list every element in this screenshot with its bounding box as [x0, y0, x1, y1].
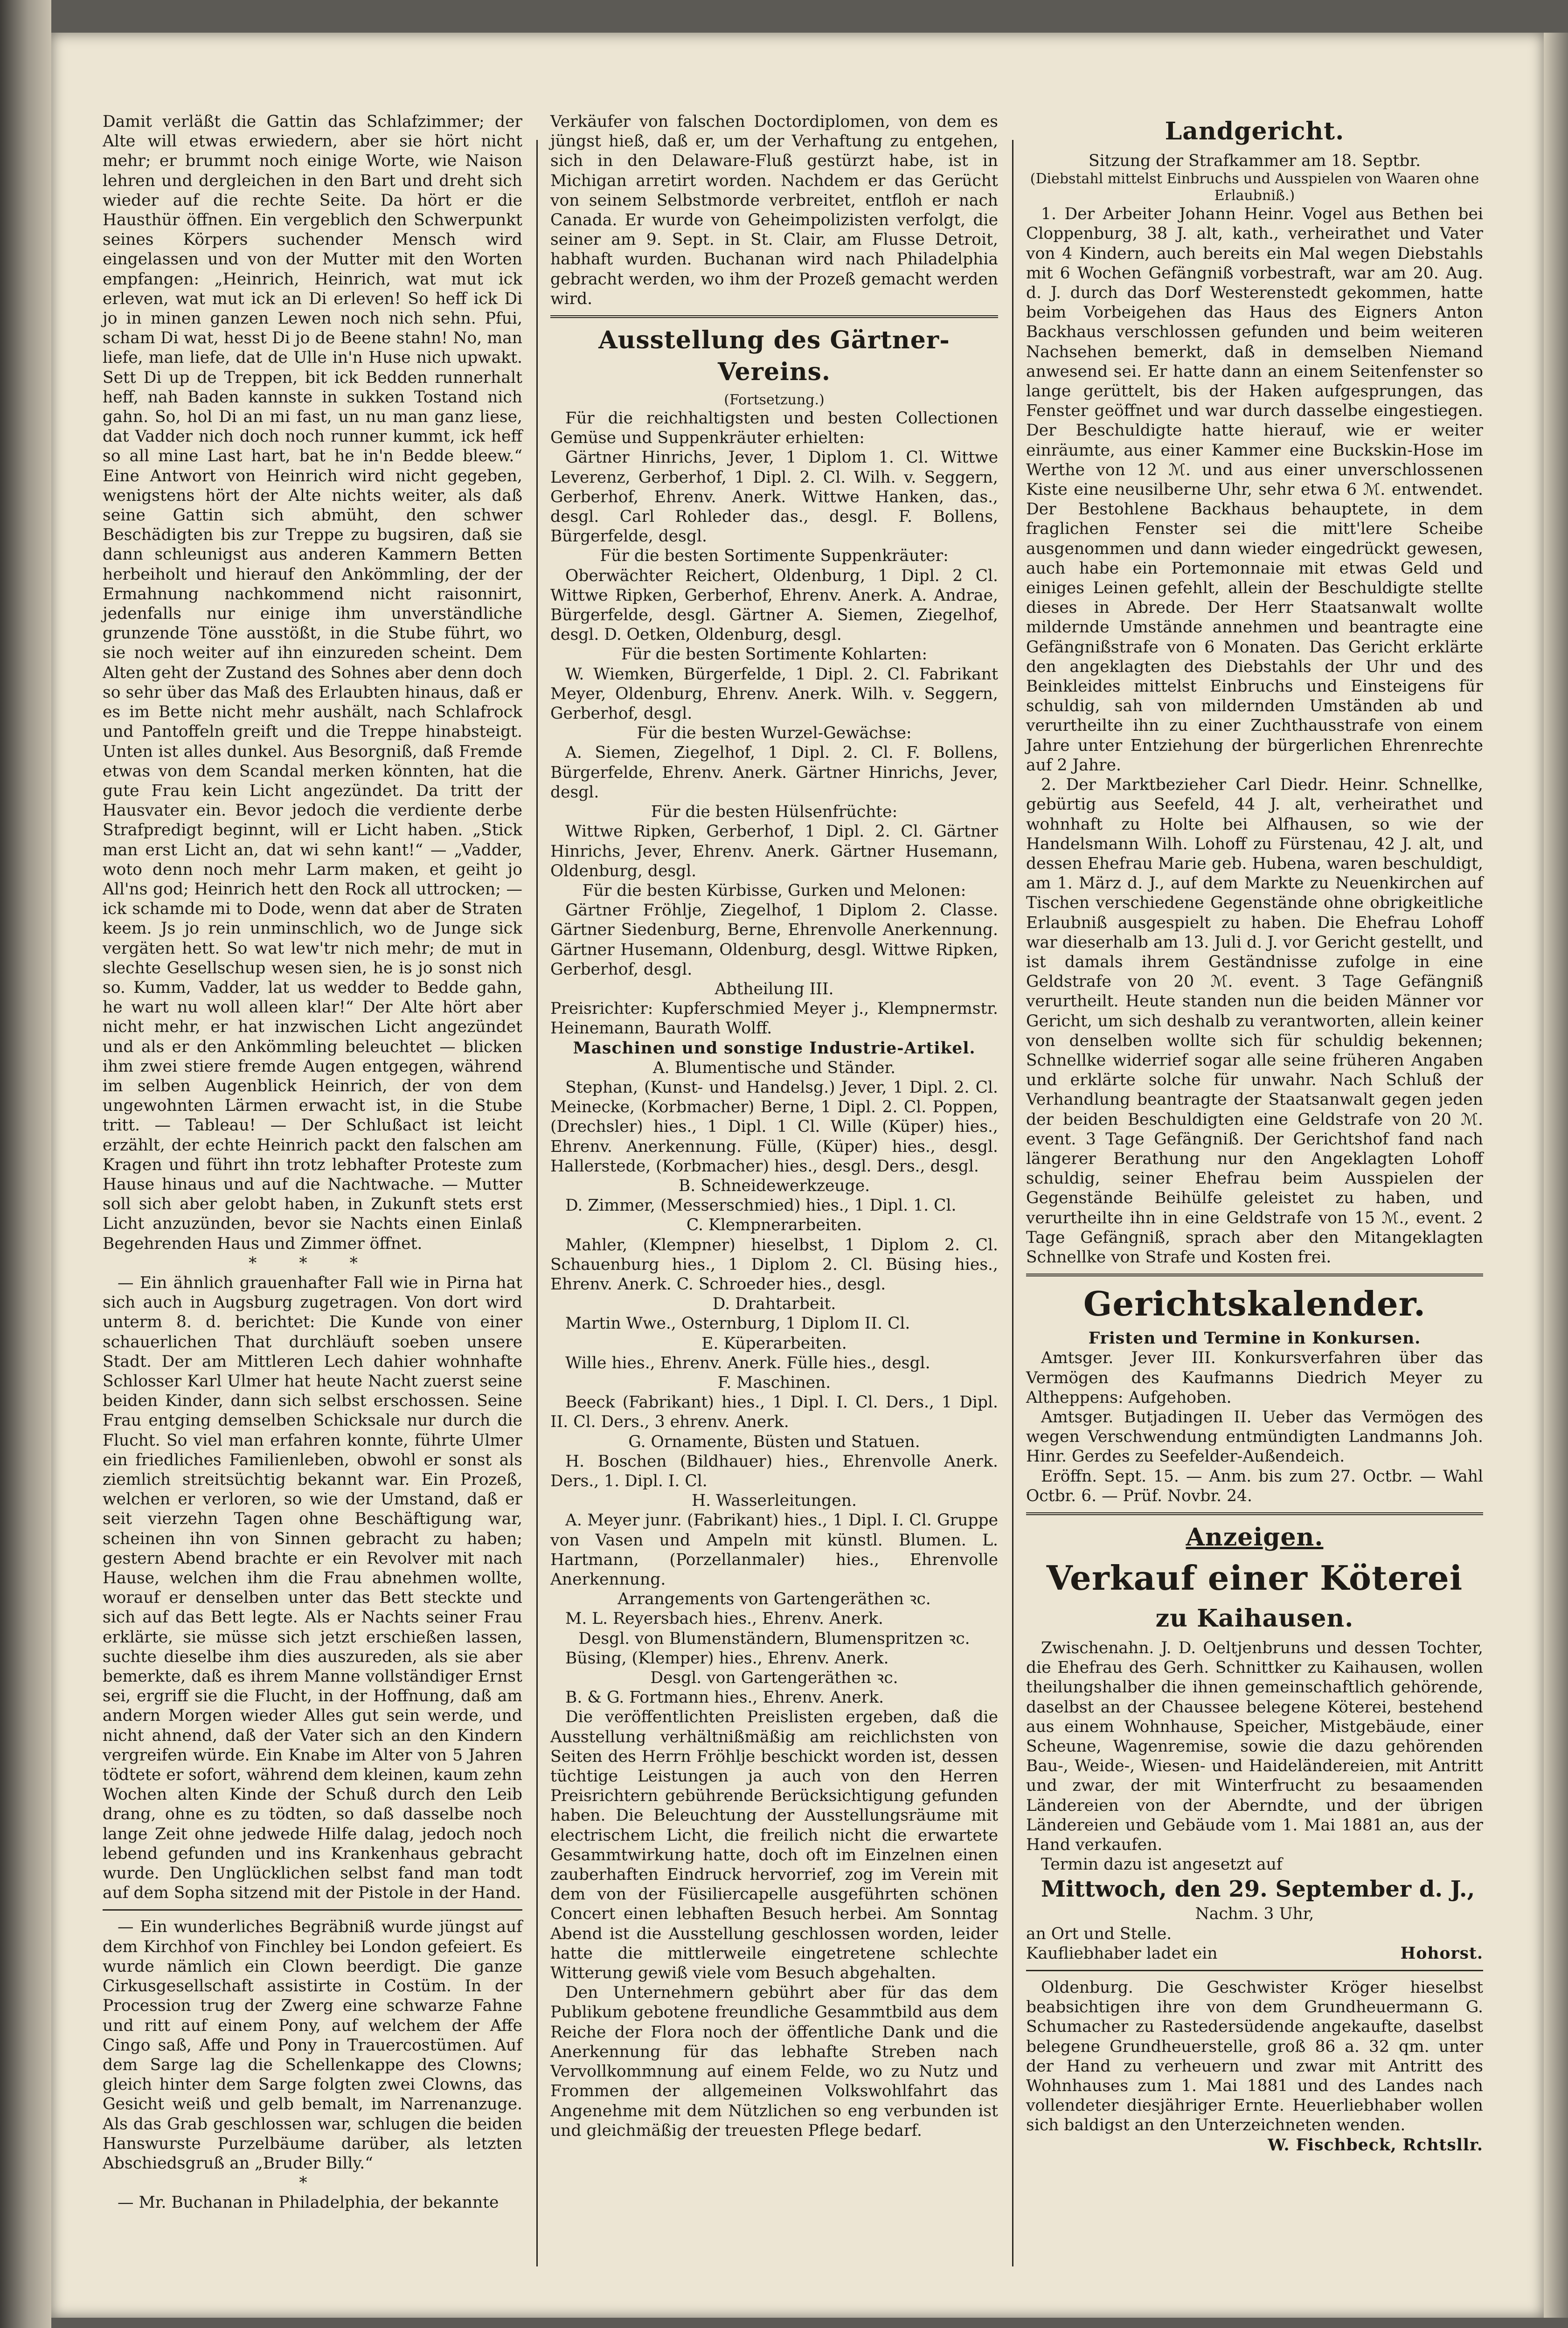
subsection: D. Drahtarbeit.	[712, 1295, 836, 1314]
award-category: Für die besten Sortimente Kohlarten:	[621, 645, 928, 664]
section-heading-ausstellung: Ausstellung des Gärtner-Vereins.	[598, 326, 950, 387]
divider	[1026, 1274, 1483, 1276]
court-session-sub: (Diebstahl mittelst Einbruchs und Ausspielen von Waaren ohne Erlaubniß.)	[1030, 171, 1479, 204]
award-line: Wittwe Ripken, Gerberhof, 1 Dipl. 2. Cl. Gärtner Hinrichs, Jever, Ehrenv. Anerk. Gärtner Husemann, Oldenburg, desgl.	[550, 822, 998, 880]
ad-text: Oldenburg. Die Geschwister Kröger hieselbst beabsichtigen ihre von dem Grundheuermann G. Schumacher zu Rastedersüdende angekaufte, daselbst belegene Grundheuerstelle, groß 86 a. 32 qm. unter der Hand zu verheuern und zwar mit Antritt des Wohnhauses zum 1. Mai 1881 und des Landes nach vollendeter diesjähriger Ernte. Heuerliebhaber wollen sich baldigst an den Unterzeichneten wenden.	[1026, 1978, 1483, 2135]
subsection: C. Klempnerarbeiten.	[686, 1216, 862, 1235]
award-line: Gärtner Fröhlje, Ziegelhof, 1 Diplom 2. Classe. Gärtner Siedenburg, Berne, Ehrenvolle Anerkennung. Gärtner Husemann, Oldenburg, desgl. Wittwe Ripken, Gerberhof, desgl.	[550, 901, 998, 979]
award-line: Stephan, (Kunst- und Handelsg.) Jever, 1 Dipl. 2. Cl. Meinecke, (Korbmacher) Berne, 1 Dipl. 2. Cl. Poppen, (Drechsler) hies., 1 Dipl. 1 Cl. Wille (Küper) hies., Ehrenv. Anerkennung. Fülle, (Küper) hies., desgl. Hallerstede, (Korbmacher) hies., desgl. Ders., desgl.	[550, 1078, 998, 1176]
divider	[1026, 1512, 1483, 1515]
award-line: M. L. Reyersbach hies., Ehrenv. Anerk.	[565, 1609, 883, 1628]
closing-paragraph: Den Unternehmern gebührt aber für das dem Publikum gebotene freundliche Gesammtbild aus dem Reiche der Flora noch der öffentliche Dank und die Anerkennung für das lebhafte Streben nach Vervollkommnung auf einem Felde, wo zu Nutz und Frommen der allgemeinen Volkswohlfahrt das Angenehme mit dem Nützlichen so eng verbunden ist und gleichmäßig der treuesten Pflege bedarf.	[550, 1983, 998, 2140]
jury-line: Preisrichter: Kupferschmied Meyer j., Klempnermstr. Heinemann, Baurath Wolff.	[550, 999, 998, 1038]
court-case-2: 2. Der Marktbezieher Carl Diedr. Heinr. Schnellke, gebürtig aus Seefeld, 44 J. alt, verheirathet und wohnhaft zu Holte bei Alfhausen, so wie der Handelsmann Wilh. Lohoff zu Fürstenau, 42 J. alt, und dessen Ehefrau Marie geb. Hubena, waren beschuldigt, am 1. März d. J., auf dem Markte zu Neuenkirchen auf Tischen verschiedene Gegenstände ohne obrigkeitliche Erlaubniß ausgespielt zu haben. Die Ehefrau Lohoff war dieserhalb am 13. Juli d. J. vor Gericht gestellt, und ist damals ihrem Geständnisse zufolge in eine Geldstrafe von 20 ℳ. event. 3 Tage Gefängniß verurtheilt. Heute standen nun die beiden Männer vor Gericht, um sich deshalb zu verantworten, allein keiner von denselben wollte sich für schuldig bekennen; Schnellke widerrief sogar alle seine früheren Angaben und erklärte solche für unwahr. Nach Schluß der Verhandlung beantragte der Staatsanwalt gegen jeden der beiden Beschuldigten eine Geldstrafe von 20 ℳ. event. 3 Tage Gefängniß. Der Gerichtshof fand nach längerer Berathung nur den Angeklagten Lohoff schuldig, seiner Ehefrau beim Ausspielen der Gegenstände Beihülfe geleistet zu haben, und verurtheilte ihn in eine Geldstrafe von 15 ℳ., event. 2 Tage Gefängniß, sprach aber den Mitangeklagten Schnellke von Strafe und Kosten frei.	[1026, 776, 1483, 1267]
divider	[550, 315, 998, 318]
newspaper-page	[51, 33, 1544, 2318]
award-line: Martin Wwe., Osternburg, 1 Diplom II. Cl.	[565, 1314, 910, 1333]
award-category: Für die besten Hülsenfrüchte:	[651, 803, 898, 822]
divider	[103, 1909, 522, 1911]
award-line: D. Zimmer, (Messerschmied) hies., 1 Dipl. 1. Cl.	[565, 1196, 957, 1215]
continuation-note: (Fortsetzung.)	[724, 392, 825, 409]
award-line: Oberwächter Reichert, Oldenburg, 1 Dipl. 2 Cl. Wittwe Ripken, Gerberhof, Ehrenv. Anerk. A. Andrae, Bürgerfelde, desgl. Gärtner A. Siemen, Ziegelhof, desgl. D. Oetken, Oldenburg, desgl.	[550, 566, 998, 644]
buchanan-story-cont: Verkäufer von falschen Doctordiplomen, von dem es jüngst hieß, daß er, um der Verhaftung zu entgehen, sich in den Delaware-Fluß gestürzt habe, ist in Michigan arretirt worden. Nachdem er das Gerücht von seinem Selbstmorde verbreitet, entfloh er nach Canada. Er wurde von Geheimpolizisten verfolgt, die seiner am 9. Sept. in St. Clair, am Flusse Detroit, habhaft wurden. Buchanan wird nach Philadelphia gebracht werden, wo ihm der Prozeß gemacht werden wird.	[550, 112, 998, 308]
award-line: Wille hies., Ehrenv. Anerk. Fülle hies., desgl.	[565, 1353, 930, 1372]
subsection: H. Wasserleitungen.	[692, 1491, 857, 1510]
calendar-subheading: Fristen und Termine in Konkursen.	[1088, 1329, 1421, 1348]
subsection: Arrangements von Gartengeräthen ꝛc.	[617, 1590, 931, 1609]
section-heading-gerichtskalender: Gerichtskalender.	[1083, 1284, 1426, 1324]
column-1	[103, 112, 522, 2213]
column-2	[550, 112, 998, 2141]
book-gutter	[0, 0, 51, 2328]
ad-signature-line	[1026, 1944, 1483, 1963]
closing-paragraph: Die veröffentlichten Preislisten ergeben, daß die Ausstellung verhältnißmäßig am reichlichsten von Seiten des Herrn Fröhlje beschickt worden ist, dessen tüchtige Leistungen ja auch von den Herren Preisrichtern gebührende Berücksichtigung gefunden haben. Die Beleuchtung der Ausstellungsräume mit electrischem Licht, die freilich nicht die erwartete Gesammtwirkung hatte, doch oft im Einzelnen einen zauberhaften Eindruck hervorrief, zog im Verein mit dem von der Füsiliercapelle ausgeführten schönen Concert einen lebhaften Besuch herbei. Am Sonntag Abend ist die Ausstellung geschlossen worden, leider hatte die mittlerweile eingetretene schlechte Witterung gewiß viele vom Besuch abgehalten.	[550, 1708, 998, 1983]
award-line: B. & G. Fortmann hies., Ehrenv. Anerk.	[565, 1688, 884, 1707]
column-rule-1	[536, 140, 538, 2266]
ad-signature: W. Fischbeck, Rchtsllr.	[1268, 2135, 1483, 2155]
award-line: A. Siemen, Ziegelhof, 1 Dipl. 2. Cl. F. Bollens, Bürgerfelde, Ehrenv. Anerk. Gärtner Hinrichs, Jever, desgl.	[550, 743, 998, 802]
award-line: H. Boschen (Bildhauer) hies., Ehrenvolle Anerk. Ders., 1. Dipl. I. Cl.	[550, 1452, 998, 1490]
buchanan-story-start: — Mr. Buchanan in Philadelphia, der bekannte	[118, 2193, 499, 2212]
subsection: E. Küperarbeiten.	[701, 1334, 847, 1353]
separator-stars: * * *	[249, 1254, 376, 1273]
section-heading-landgericht: Landgericht.	[1165, 117, 1345, 146]
award-line: Beeck (Fabrikant) hies., 1 Dipl. I. Cl. Ders., 1 Dipl. II. Cl. Ders., 3 ehrenv. Anerk.	[550, 1393, 998, 1432]
begraebnis-story: — Ein wunderliches Begräbniß wurde jüngst auf dem Kirchhof von Finchley bei London gefeiert. Es wurde nämlich ein Clown beerdigt. Die ganze Cirkusgesellschaft assistirte in Costüm. In der Procession trug der Zwerg eine schwarze Fahne und ritt auf einem Pony, auf welchem der Affe Cingo saß, Affe und Pony in Trauercostümen. Auf dem Sarge lag die Schellenkappe des Clowns; gleich hinter dem Sarge folgten zwei Clowns, das Gesicht weiß und gelb bemalt, im Narrenanzuge. Als das Grab geschlossen war, schlugen die beiden Hanswurste Purzelbäume darüber, als letzten Abschiedsgruß an „Bruder Billy.“	[103, 1918, 522, 2173]
award-line: Gärtner Hinrichs, Jever, 1 Diplom 1. Cl. Wittwe Leverenz, Gerberhof, 1 Dipl. 2. Cl. Wilh. v. Seggern, Gerberhof, Ehrenv. Anerk. Wittwe Hanken, das., desgl. Carl Rohleder das., desgl. F. Bollens, Bürgerfelde, desgl.	[550, 448, 998, 546]
ad-time: Nachm. 3 Uhr,	[1195, 1905, 1314, 1924]
subsection: Desgl. von Gartengeräthen ꝛc.	[650, 1669, 898, 1688]
story-text: Damit verläßt die Gattin das Schlafzimmer; der Alte will etwas erwiedern, aber sie hört nicht mehr; er brummt noch einige Worte, wie Naison lehren und dergleichen in den Bart und dreht sich wieder auf die rechte Seite. Da hört er die Hausthür öffnen. Ein vergeblich den Schwerpunkt seines Körpers suchender Mensch wird eingelassen und von der Mutter mit den Worten empfangen: „Heinrich, Heinrich, wat mut ick erleven, wat mut ick an Di erleven! So heff ick Di jo in minen ganzen Lewen noch nich sehn. Pfui, scham Di wat, hesst Di jo de Beene stahn! No, man liefe, man liefe, dat de Ulle in'n Huse nich upwakt. Sett Di up de Treppen, bit ick Bedden runnerhalt heff, nah Baden kannste in sukken Tostand nich gahn. So, hol Di an mi fast, un nu man ganz liese, dat Vadder nich doch noch runner kummt, ick heff so all mine Last hart, bat he in'n Bedde bleew.“ Eine Antwort von Heinrich wird nicht gegeben, wenigstens hört der Alte nichts weiter, als daß seine Gattin sich abmüht, den schwer Beschädigten bis zur Treppe zu bugsiren, daß sie dann schleunigst aus anderen Kammern Betten herbeiholt und hierauf den Ankömmling, der der Ermahnung nachkommend nicht raisonnirt, jedenfalls nur einige ihm unverständliche grunzende Töne ausstößt, in die Stube führt, wo sie noch weiter auf ihn einzureden scheint. Dem Alten geht der Zustand des Sohnes aber denn doch so sehr über das Maß des Erlaubten hinaus, daß er es im Bette nicht mehr aushält, nach Schlafrock und Pantoffeln greift und die Treppe hinabsteigt. Unten ist alles dunkel. Aus Besorgniß, daß Fremde etwas von dem Scandal merken könnten, hat die gute Frau kein Licht angezündet. Da tritt der Hausvater ein. Bevor jedoch die verdiente derbe Strafpredigt beginnt, will er Licht haben. „Stick man erst Licht an, dat wi sehn kant!“ — „Vadder, woto denn noch mehr Larm maken, et geiht jo All'ns god; Heinrich hett den Rock all uttrocken; — ick schamde mi to Dode, wenn dat aber de Straten keem. Js jo rein unminschlich, wo de Junge sick vergäten hett. So wat lew'tr nich mehr; de mut in slechte Gesellschup wesen sien, he is jo sonst nich so. Kumm, Vadder, lat us wedder to Bedde gahn, he wart nu woll alleen klar!“ Der Alte hört aber nicht mehr, er hat inzwischen Licht angezündet und als er den Ankömmling beleuchtet — blicken ihm zwei stiere fremde Augen entgegen, während im selben Augenblick Heinrich, der von dem ungewohnten Lärmen erwacht ist, in die Stube tritt. — Tableau! — Der Schlußact ist leicht erzählt, der echte Heinrich packt den falschen am Kragen und führt ihn trotz lebhafter Proteste zum Hause hinaus und auf die Nachtwache. — Mutter soll sich aber gelobt haben, in Zukunft stets erst Licht anzuzünden, bevor sie Nachts einen Einlaß Begehrenden Haus und Zimmer öffnet.	[103, 112, 522, 1253]
column-3	[1026, 112, 1483, 2155]
ad-title: Verkauf einer Köterei	[1046, 1558, 1463, 1598]
column-rule-2	[1012, 140, 1013, 2266]
award-line: Büsing, (Klemper) hies., Ehrenv. Anerk.	[565, 1649, 889, 1668]
ad-signature: Hohorst.	[1400, 1944, 1483, 1963]
subsection: B. Schneidewerkzeuge.	[678, 1176, 870, 1195]
page-edge	[1544, 33, 1568, 2318]
calendar-entry: Amtsger. Jever III. Konkursverfahren über das Vermögen des Kaufmanns Diedrich Meyer zu Altheppens: Aufgehoben.	[1026, 1349, 1483, 1407]
machines-heading: Maschinen und sonstige Industrie-Artikel.	[573, 1039, 976, 1058]
subsection: Desgl. von Blumenständern, Blumenspritzen ꝛc.	[578, 1629, 970, 1648]
court-session: Sitzung der Strafkammer am 18. Septbr.	[1088, 152, 1421, 170]
calendar-entry: Eröffn. Sept. 15. — Anm. bis zum 27. Octbr. — Wahl Octbr. 6. — Prüf. Novbr. 24.	[1026, 1467, 1483, 1505]
award-category: Für die besten Wurzel-Gewächse:	[637, 724, 912, 743]
division-heading: Abtheilung III.	[715, 979, 834, 998]
separator-star: *	[299, 2174, 326, 2193]
divider	[1026, 1970, 1483, 1971]
ad-date: Mittwoch, den 29. September d. J.,	[1041, 1876, 1475, 1903]
ad-termin: Termin dazu ist angesetzt auf	[1041, 1855, 1283, 1874]
award-line: Mahler, (Klempner) hieselbst, 1 Diplom 2. Cl. Schauenburg hies., 1 Diplom 2. Cl. Büsing hies., Ehrenv. Anerk. C. Schroeder hies., desgl.	[550, 1235, 998, 1294]
augsburg-story: — Ein ähnlich grauenhafter Fall wie in Pirna hat sich auch in Augsburg zugetragen. Von dort wird unterm 8. d. berichtet: Die Kunde von einer schauerlichen That durchläuft soeben unsere Stadt. Der am Mittleren Lech dahier wohnhafte Schlosser Karl Ulmer hat heute Nacht zuerst seine beiden Kinder, dann sich selbst erschossen. Seine Frau entging demselben Schicksale nur durch die Flucht. So viel man erfahren konnte, führte Ulmer ein friedliches Familienleben, obwohl er sonst als ziemlich streitsüchtig bekannt war. Ein Prozeß, welchen er verloren, so wie der Umstand, daß er seit vierzehn Tagen ohne Beschäftigung war, scheinen ihn von Sinnen gebracht zu haben; gestern Abend brachte er ein Revolver mit nach Hause, welchen ihm die Frau abnehmen wollte, worauf er denselben unter das Bett steckte und sich auf das Bett legte. Als er Nachts seiner Frau erklärte, sie müsse sich jetzt erschießen lassen, suchte dieselbe ihm dies auszureden, als sie aber bemerkte, daß es ihrem Manne vollständiger Ernst sei, ergriff sie die Flucht, in der Hoffnung, daß am andern Morgen wieder Alles gut sein werde, und nicht ahnend, daß der Vater sich an den Kindern vergreifen würde. Ein Knabe im Alter von 5 Jahren tödtete er sofort, während dem kleinen, kaum zehn Wochen alten Kinde der Schuß durch den Leib drang, ohne es zu tödten, so daß dasselbe noch lange Zeit ohne jedwede Hilfe dalag, jedoch noch lebend gefunden und ins Krankenhaus gebracht wurde. Den Unglücklichen selbst fand man todt auf dem Sopha sitzend mit der Pistole in der Hand.	[103, 1273, 522, 1903]
calendar-entry: Amtsger. Butjadingen II. Ueber das Vermögen des wegen Verschwendung entmündigten Landmanns Joh. Hinr. Gerdes zu Seefelder-Außendeich.	[1026, 1407, 1483, 1466]
subsection: A. Blumentische und Ständer.	[652, 1058, 896, 1077]
court-case-1: 1. Der Arbeiter Johann Heinr. Vogel aus Bethen bei Cloppenburg, 38 J. alt, kath., verheirathet und Vater von 4 Kindern, auch bereits ein Mal wegen Diebstahls mit 6 Wochen Gefängniß vorbestraft, war am 20. Aug. d. J. durch das Dorf Westerenstedt gekommen, hatte beim Vorbeigehen das Haus des Eigners Anton Backhaus verschlossen gefunden und beim weiteren Nachsehen bemerkt, daß in demselben Niemand anwesend sei. Er hatte dann an einem Seitenfenster so lange gerüttelt, bis der Haken aufgesprungen, das Fenster geöffnet und war durch dasselbe eingestiegen. Der Beschuldigte hatte hierauf, wie er weiter einräumte, aus einer Kammer eine Buckskin-Hose im Werthe von 12 ℳ. und aus einer unverschlossenen Kiste eine neusilberne Uhr, sehr etwa 6 ℳ. entwendet. Der Bestohlene Backhaus behauptete, in dem fraglichen Fenster sei die mitt'lere Scheibe ausgenommen und dann wieder eingedrückt gewesen, auch habe ein Portemonnaie mit etwas Geld und einiges Leinen gefehlt, allein der Beschuldigte stellte dieses in Abrede. Der Herr Staatsanwalt wollte mildernde Umstände annehmen und beantragte eine Gefängnißstrafe von 6 Monaten. Das Gericht erklärte den angeklagten des Diebstahls der Uhr und des Beinkleides mittelst Einbruchs und Einsteigens für schuldig, sah von mildernden Umständen ab und verurtheilte ihn zu einer Zuchthausstrafe von einem Jahre unter Entziehung der bürgerlichen Ehrenrechte auf 2 Jahre.	[1026, 205, 1483, 775]
award-line: Für die reichhaltigsten und besten Collectionen Gemüse und Suppenkräuter erhielten:	[550, 409, 998, 448]
subsection: G. Ornamente, Büsten und Statuen.	[628, 1432, 920, 1451]
ad-text: Zwischenahn. J. D. Oeltjenbruns und dessen Tochter, die Ehefrau des Gerh. Schnittker zu Kaihausen, wollen theilungshalber die ihnen gemeinschaftlich gehörende, daselbst an der Chaussee belegene Köterei, bestehend aus einem Wohnhause, Speicher, Mistgebäude, einer Scheune, Wagenremise, sowie die dazu gehörenden Bau-, Weide-, Wiesen- und Haideländereien, mit Antritt und zwar, der mit Winterfrucht zu besaamenden Ländereien von der Aberndte, und der übrigen Ländereien und Gebäude vom 1. Mai 1881 an, aus der Hand verkaufen.	[1026, 1639, 1483, 1855]
ad-title-sub: zu Kaihausen.	[1155, 1604, 1354, 1633]
award-category: Für die besten Sortimente Suppenkräuter:	[600, 547, 949, 566]
award-category: Für die besten Kürbisse, Gurken und Melonen:	[582, 881, 966, 900]
section-heading-anzeigen: Anzeigen.	[1186, 1523, 1324, 1552]
ad-place: an Ort und Stelle.	[1026, 1924, 1172, 1943]
award-line: A. Meyer junr. (Fabrikant) hies., 1 Dipl. I. Cl. Gruppe von Vasen und Ampeln mit künstl. Blumen. L. Hartmann, (Porzellanmaler) hies., Ehrenvolle Anerkennung.	[550, 1511, 998, 1589]
award-line: W. Wiemken, Bürgerfelde, 1 Dipl. 2. Cl. Fabrikant Meyer, Oldenburg, Ehrenv. Anerk. Wilh. v. Seggern, Gerberhof, desgl.	[550, 665, 998, 723]
subsection: F. Maschinen.	[717, 1373, 831, 1392]
ad-invite: Kaufliebhaber ladet ein	[1026, 1944, 1218, 1963]
